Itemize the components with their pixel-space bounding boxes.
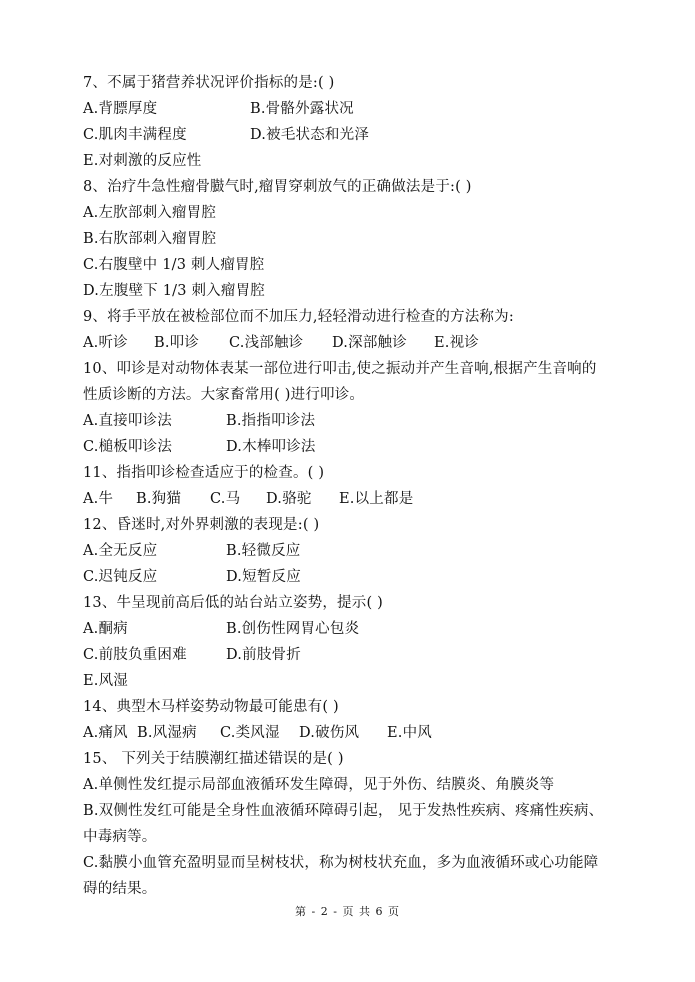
option-d: D.破伤风 <box>299 725 360 741</box>
option-a: A.痛风 <box>83 725 128 741</box>
question-12: 12、昏迷时,对外界刺激的表现是:( ) <box>83 517 320 533</box>
question-10-continued: 性质诊断的方法。大家畜常用( )进行叩诊。 <box>83 387 365 403</box>
question-13: 13、牛呈现前高后低的站台站立姿势，提示( ) <box>83 595 383 611</box>
option-c: C.迟钝反应 <box>83 569 158 585</box>
option-a: A.左肷部刺入瘤胃腔 <box>83 205 217 221</box>
option-d: D.被毛状态和光泽 <box>250 127 370 143</box>
option-b: B.指指叩诊法 <box>226 413 316 429</box>
option-c-continued: 碍的结果。 <box>83 881 157 897</box>
option-d: D.左腹壁下 1/3 刺入瘤胃腔 <box>83 283 265 299</box>
option-d: D.短暂反应 <box>226 569 301 585</box>
option-b: B.右肷部刺入瘤胃腔 <box>83 231 217 247</box>
option-a: A.全无反应 <box>83 543 158 559</box>
option-e: E.风湿 <box>83 673 128 689</box>
option-a: A.酮病 <box>83 621 128 637</box>
option-a: A.牛 <box>83 491 114 507</box>
option-b: B.轻微反应 <box>226 543 301 559</box>
option-d: D.前肢骨折 <box>226 647 301 663</box>
option-a: A.直接叩诊法 <box>83 413 172 429</box>
option-d: D.骆驼 <box>266 491 312 507</box>
option-d: D.深部触诊 <box>332 335 407 351</box>
question-9: 9、将手平放在被检部位而不加压力,轻轻滑动进行检查的方法称为: <box>83 309 514 325</box>
question-10: 10、叩诊是对动物体表某一部位进行叩击,使之振动并产生音响,根据产生音响的 <box>83 361 597 377</box>
option-c: C.浅部触诊 <box>229 335 304 351</box>
question-15: 15、 下列关于结膜潮红描述错误的是( ) <box>83 751 344 767</box>
question-8: 8、治疗牛急性瘤骨臌气时,瘤胃穿刺放气的正确做法是于:( ) <box>83 179 472 195</box>
option-c: C.右腹壁中 1/3 刺人瘤胃腔 <box>83 257 265 273</box>
option-e: E.对刺激的反应性 <box>83 153 202 169</box>
option-c: C.前肢负重困难 <box>83 647 187 663</box>
option-b: B.骨骼外露状况 <box>250 101 354 117</box>
option-e: E.中风 <box>387 725 432 741</box>
option-a: A.背膘厚度 <box>83 101 158 117</box>
option-d: D.木棒叩诊法 <box>226 439 316 455</box>
question-14: 14、典型木马样姿势动物最可能患有( ) <box>83 699 339 715</box>
question-7: 7、不属于猪营养状况评价指标的是:( ) <box>83 75 335 91</box>
option-b: B.叩诊 <box>154 335 200 351</box>
option-c: C.槌板叩诊法 <box>83 439 173 455</box>
option-b: B.双侧性发红可能是全身性血液循环障碍引起， 见于发热性疾病、疼痛性疾病、 <box>83 803 604 819</box>
option-e: E.视诊 <box>434 335 479 351</box>
question-11: 11、指指叩诊检查适应于的检查。( ) <box>83 465 325 481</box>
option-c: C.黏膜小血管充盈明显而呈树枝状，称为树枝状充血，多为血液循环或心功能障 <box>83 855 599 871</box>
option-b: B.风湿病 <box>137 725 197 741</box>
option-c: C.肌肉丰满程度 <box>83 127 187 143</box>
option-b-continued: 中毒病等。 <box>83 829 157 845</box>
option-b: B.创伤性网胃心包炎 <box>226 621 360 637</box>
option-c: C.类风湿 <box>220 725 280 741</box>
page-footer: 第 - 2 - 页 共 6 页 <box>295 905 400 918</box>
option-c: C.马 <box>210 491 241 507</box>
option-a: A.单侧性发红提示局部血液循环发生障碍，见于外伤、结膜炎、角膜炎等 <box>83 777 555 793</box>
option-b: B.狗猫 <box>136 491 182 507</box>
option-e: E.以上都是 <box>339 491 414 507</box>
option-a: A.听诊 <box>83 335 128 351</box>
